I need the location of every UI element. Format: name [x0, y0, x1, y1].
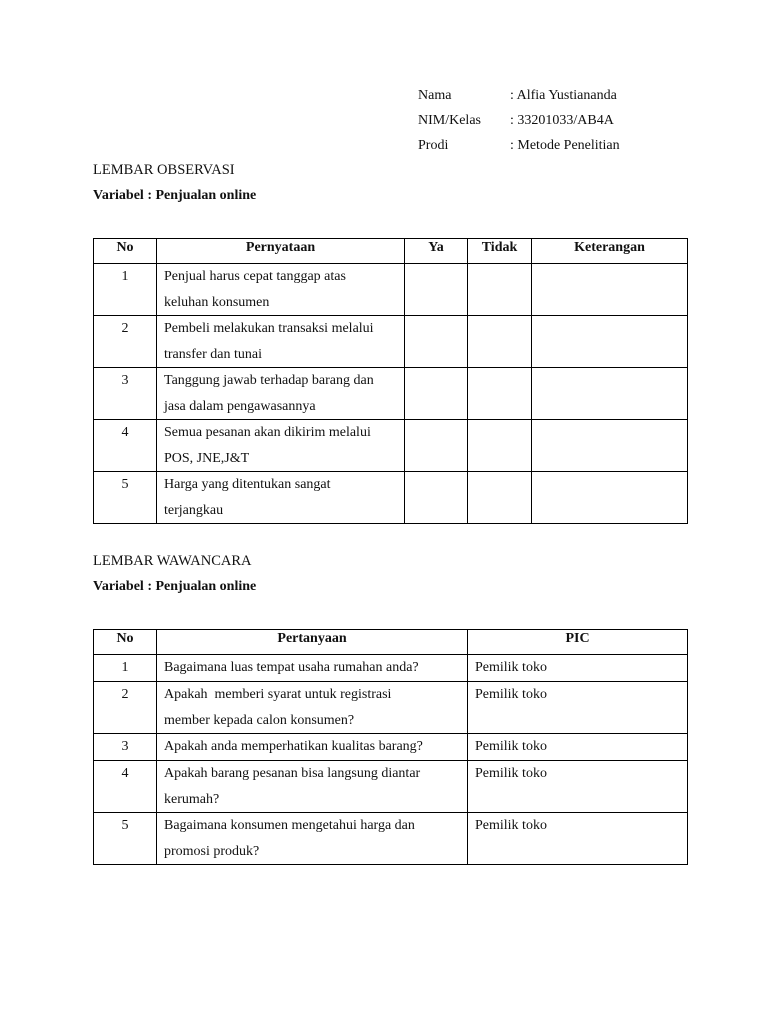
keterangan-cell[interactable] [532, 472, 688, 524]
tidak-cell[interactable] [468, 368, 532, 420]
question-line: promosi produk? [164, 843, 260, 859]
header-label: NIM/Kelas [418, 113, 481, 128]
table-row [94, 316, 688, 368]
row-number: 5 [94, 472, 157, 524]
table-row [94, 734, 688, 761]
pic-cell: Pemilik toko [468, 734, 688, 761]
row-number: 1 [94, 655, 157, 682]
ya-cell[interactable] [405, 472, 468, 524]
tidak-cell[interactable] [468, 264, 532, 316]
statement-cell [157, 316, 405, 368]
statement-line: Pembeli melakukan transaksi melalui [164, 321, 374, 336]
observation-table [93, 238, 688, 524]
row-number: 5 [94, 813, 157, 865]
pic-cell: Pemilik toko [468, 682, 688, 734]
column-header-pertanyaan: Pertanyaan [157, 630, 468, 655]
keterangan-cell[interactable] [532, 420, 688, 472]
row-number: 4 [94, 420, 157, 472]
ya-cell[interactable] [405, 264, 468, 316]
statement-line: transfer dan tunai [164, 346, 262, 362]
statement-line: Harga yang ditentukan sangat [164, 477, 331, 492]
statement-line: terjangkau [164, 502, 224, 518]
table-row [94, 682, 688, 734]
header-value: : 33201033/AB4A [510, 113, 614, 128]
table-row [94, 655, 688, 682]
question-line: member kepada calon konsumen? [164, 712, 355, 728]
row-number: 4 [94, 761, 157, 813]
header-label: Prodi [418, 138, 449, 153]
row-number: 2 [94, 682, 157, 734]
ya-cell[interactable] [405, 420, 468, 472]
row-number: 3 [94, 368, 157, 420]
header-value: : Alfia Yustiananda [510, 88, 617, 103]
column-header-keterangan: Keterangan [532, 239, 688, 264]
question-line: Apakah barang pesanan bisa langsung diantar [164, 766, 421, 781]
question-cell [157, 682, 468, 734]
ya-cell[interactable] [405, 368, 468, 420]
statement-cell [157, 472, 405, 524]
row-number: 1 [94, 264, 157, 316]
tidak-cell[interactable] [468, 472, 532, 524]
question-cell [157, 813, 468, 865]
statement-line: Tanggung jawab terhadap barang dan [164, 373, 374, 388]
keterangan-cell[interactable] [532, 368, 688, 420]
table-header-row [94, 630, 688, 655]
observation-title: LEMBAR OBSERVASI [93, 162, 235, 178]
table-row [94, 420, 688, 472]
statement-line: keluhan konsumen [164, 294, 270, 310]
question-line: Bagaimana luas tempat usaha rumahan anda? [164, 660, 419, 675]
interview-title: LEMBAR WAWANCARA [93, 553, 252, 569]
question-line: Apakah anda memperhatikan kualitas barang? [164, 739, 423, 754]
table-row [94, 368, 688, 420]
column-header-no: No [94, 630, 157, 655]
keterangan-cell[interactable] [532, 264, 688, 316]
keterangan-cell[interactable] [532, 316, 688, 368]
table-row [94, 264, 688, 316]
question-cell [157, 734, 468, 761]
statement-cell [157, 368, 405, 420]
pic-cell: Pemilik toko [468, 761, 688, 813]
interview-table [93, 629, 688, 865]
table-row [94, 813, 688, 865]
column-header-tidak: Tidak [468, 239, 532, 264]
statement-cell [157, 264, 405, 316]
column-header-no: No [94, 239, 157, 264]
question-line: Apakah memberi syarat untuk registrasi [164, 687, 392, 702]
table-header-row [94, 239, 688, 264]
row-number: 2 [94, 316, 157, 368]
statement-line: POS, JNE,J&T [164, 450, 250, 466]
question-cell [157, 655, 468, 682]
tidak-cell[interactable] [468, 316, 532, 368]
tidak-cell[interactable] [468, 420, 532, 472]
column-header-ya: Ya [405, 239, 468, 264]
statement-line: Penjual harus cepat tanggap atas [164, 269, 346, 284]
statement-line: Semua pesanan akan dikirim melalui [164, 425, 371, 440]
column-header-pic: PIC [468, 630, 688, 655]
pic-cell: Pemilik toko [468, 813, 688, 865]
statement-line: jasa dalam pengawasannya [164, 398, 316, 414]
pic-cell: Pemilik toko [468, 655, 688, 682]
question-line: kerumah? [164, 791, 220, 807]
row-number: 3 [94, 734, 157, 761]
column-header-pernyataan: Pernyataan [157, 239, 405, 264]
observation-variable: Variabel : Penjualan online [93, 188, 257, 203]
question-line: Bagaimana konsumen mengetahui harga dan [164, 818, 415, 833]
table-row [94, 761, 688, 813]
header-label: Nama [418, 88, 452, 103]
statement-cell [157, 420, 405, 472]
question-cell [157, 761, 468, 813]
ya-cell[interactable] [405, 316, 468, 368]
interview-variable: Variabel : Penjualan online [93, 579, 257, 594]
header-value: : Metode Penelitian [510, 138, 620, 153]
table-row [94, 472, 688, 524]
